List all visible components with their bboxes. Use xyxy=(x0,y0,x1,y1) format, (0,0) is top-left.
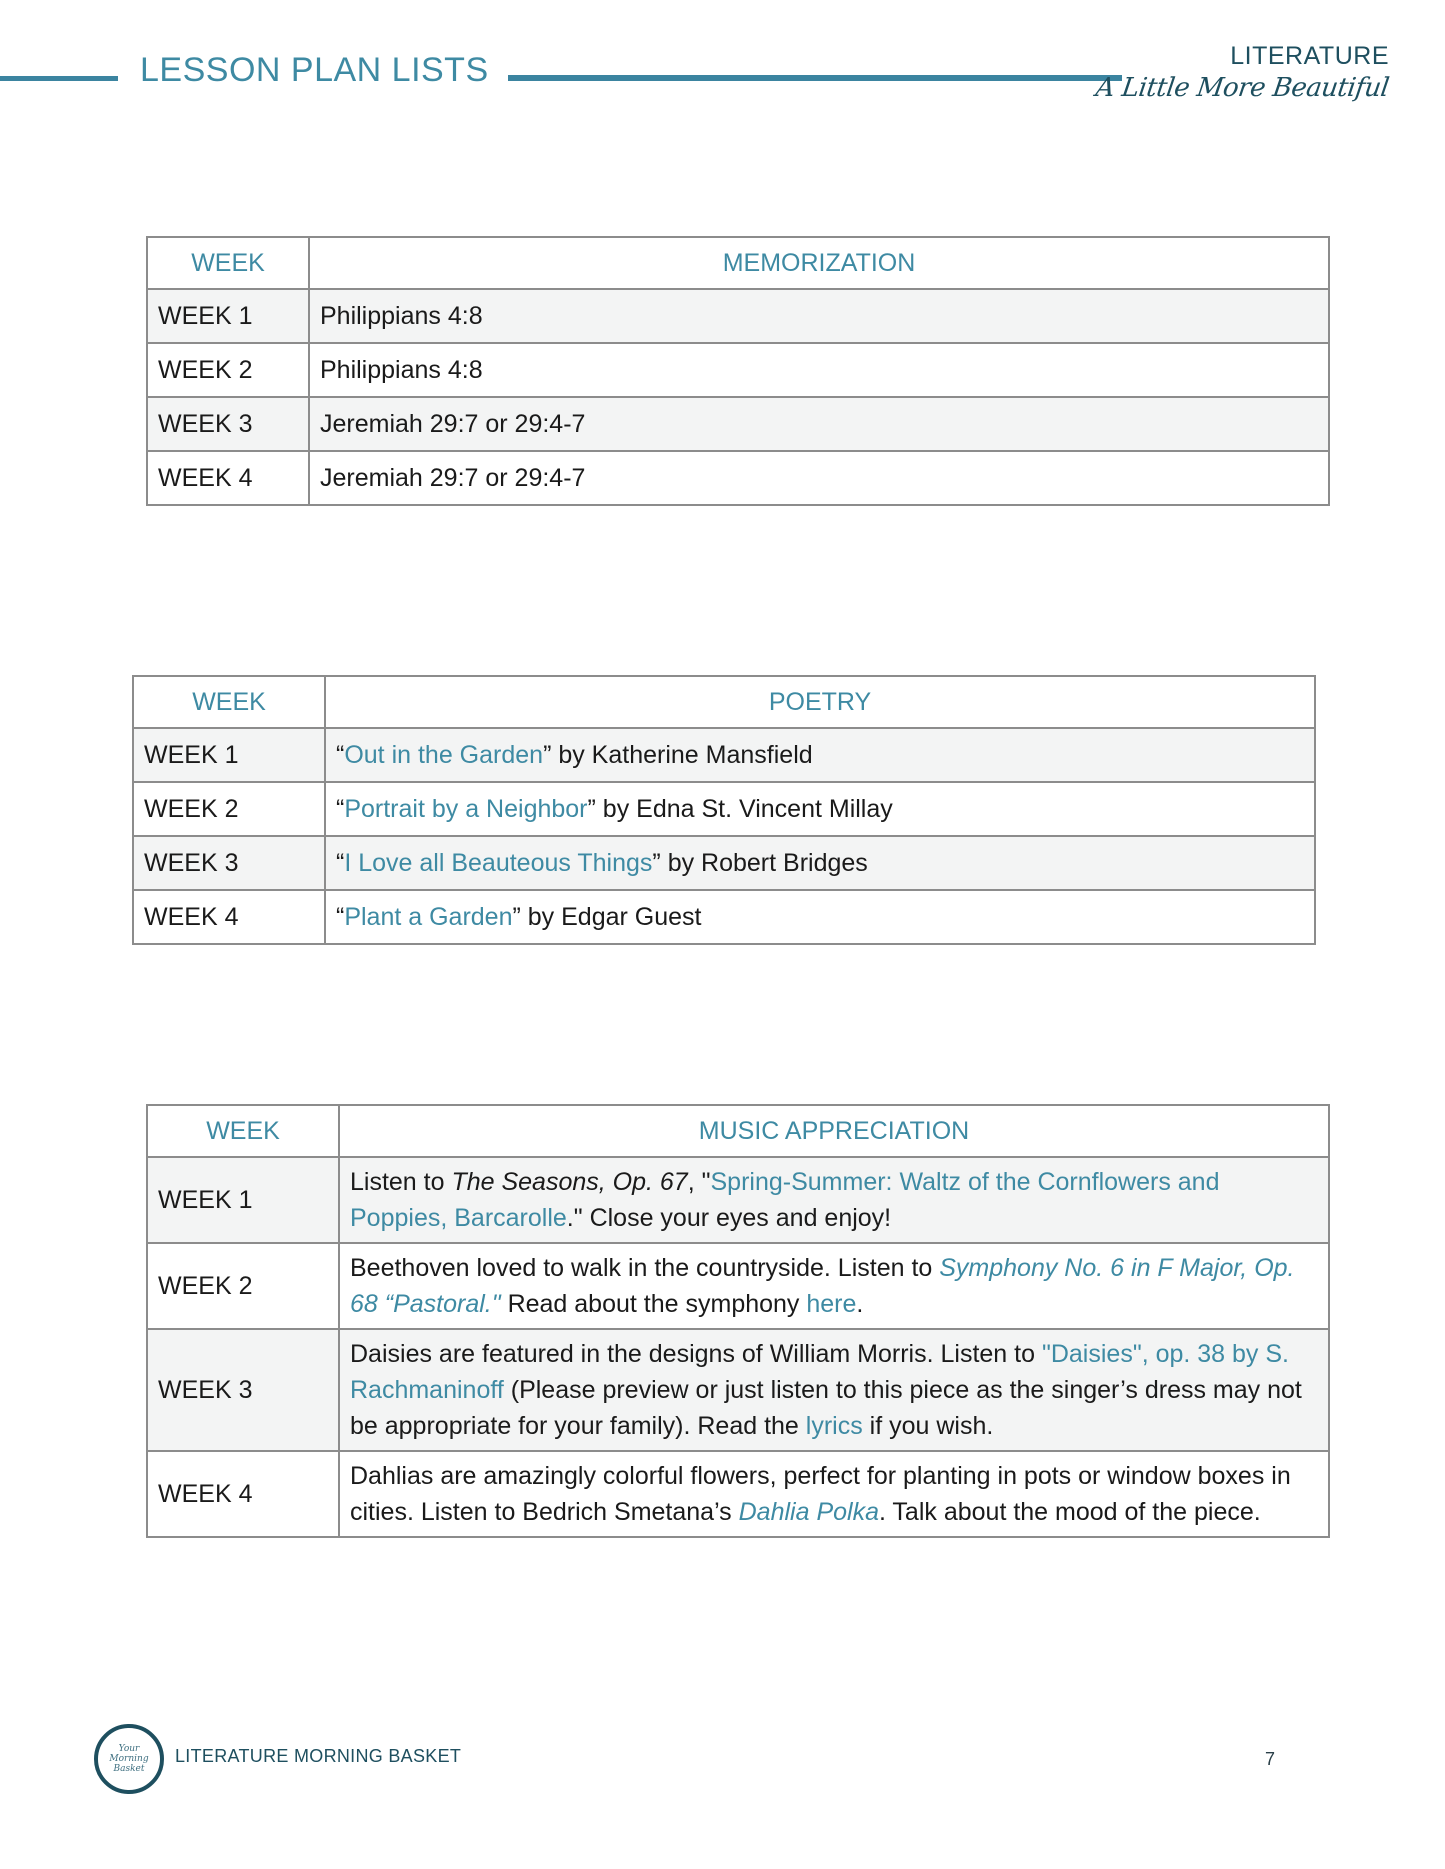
week-cell: WEEK 4 xyxy=(147,1451,339,1537)
week-cell: WEEK 2 xyxy=(147,1243,339,1329)
memorization-table xyxy=(146,236,1330,506)
music-cell xyxy=(339,1451,1329,1537)
column-header-week: WEEK xyxy=(133,676,325,728)
table-row xyxy=(133,890,1315,944)
page-title: LESSON PLAN LISTS xyxy=(140,51,489,89)
close-quote: ” xyxy=(543,740,552,769)
poem-link[interactable]: Portrait by a Neighbor xyxy=(344,794,588,823)
poetry-table xyxy=(132,675,1316,945)
week-cell: WEEK 2 xyxy=(133,782,325,836)
table-row xyxy=(133,836,1315,890)
open-quote: “ xyxy=(336,794,345,823)
table-header-row xyxy=(133,676,1315,728)
page-number: 7 xyxy=(1265,1749,1276,1769)
poem-byline: by Edgar Guest xyxy=(520,902,702,931)
week-cell: WEEK 3 xyxy=(147,397,309,451)
brand-block xyxy=(1094,42,1392,103)
week-cell: WEEK 3 xyxy=(147,1329,339,1451)
week-cell: WEEK 1 xyxy=(147,289,309,343)
lyrics-link[interactable]: lyrics xyxy=(805,1412,863,1440)
table-row xyxy=(147,1243,1329,1329)
music-cell xyxy=(339,1157,1329,1243)
footer-title: LITERATURE MORNING BASKET xyxy=(175,1746,462,1766)
text-span: (Please preview or just listen to this piece as the singer’s dress may not be appropriate for your family). Read the xyxy=(350,1376,1302,1440)
table-header-row xyxy=(147,1105,1329,1157)
poem-cell xyxy=(325,890,1315,944)
open-quote: “ xyxy=(336,902,345,931)
column-header-poetry: POETRY xyxy=(325,676,1315,728)
header-rule-left xyxy=(0,76,118,81)
text-span: , " xyxy=(687,1168,711,1196)
table-row xyxy=(147,1451,1329,1537)
morning-basket-logo xyxy=(94,1724,164,1794)
music-link[interactable]: Spring-Summer: Waltz of the Cornflowers and Poppies, Barcarolle xyxy=(350,1168,1220,1232)
logo-text: Your Morning Basket xyxy=(109,1744,149,1774)
header-rule-right xyxy=(508,75,1122,81)
poem-cell xyxy=(325,728,1315,782)
memorization-cell: Philippians 4:8 xyxy=(309,343,1329,397)
memorization-cell: Philippians 4:8 xyxy=(309,289,1329,343)
column-header-week: WEEK xyxy=(147,1105,339,1157)
table-row xyxy=(147,1157,1329,1243)
poem-link[interactable]: I Love all Beauteous Things xyxy=(344,848,653,877)
table-row xyxy=(147,343,1329,397)
close-quote: ” xyxy=(587,794,596,823)
text-span: ." Close your eyes and enjoy! xyxy=(566,1204,892,1232)
week-cell: WEEK 2 xyxy=(147,343,309,397)
music-cell xyxy=(339,1243,1329,1329)
column-header-memorization: MEMORIZATION xyxy=(309,237,1329,289)
text-span: Read about the symphony xyxy=(500,1290,807,1318)
poem-cell xyxy=(325,782,1315,836)
week-cell: WEEK 4 xyxy=(133,890,325,944)
table-row xyxy=(147,397,1329,451)
text-span: . xyxy=(856,1290,864,1318)
text-span: . Talk about the mood of the piece. xyxy=(878,1498,1261,1526)
poem-byline: by Edna St. Vincent Millay xyxy=(595,794,893,823)
week-cell: WEEK 1 xyxy=(147,1157,339,1243)
music-link[interactable]: Dahlia Polka xyxy=(738,1498,879,1526)
text-span: Dahlias are amazingly colorful flowers, perfect for planting in pots or window boxes in cities. Listen to Bedrich Smetana’s xyxy=(350,1462,1291,1526)
week-cell: WEEK 1 xyxy=(133,728,325,782)
table-row xyxy=(147,289,1329,343)
table-row xyxy=(133,728,1315,782)
column-header-music: MUSIC APPRECIATION xyxy=(339,1105,1329,1157)
poem-byline: by Robert Bridges xyxy=(660,848,868,877)
close-quote: ” xyxy=(512,902,521,931)
poem-cell xyxy=(325,836,1315,890)
text-span: Daisies are featured in the designs of William Morris. Listen to xyxy=(350,1340,1042,1368)
week-cell: WEEK 4 xyxy=(147,451,309,505)
open-quote: “ xyxy=(336,848,345,877)
music-link[interactable]: "Daisies", op. 38 by S. Rachmaninoff xyxy=(350,1340,1290,1404)
close-quote: ” xyxy=(652,848,661,877)
poem-link[interactable]: Out in the Garden xyxy=(344,740,544,769)
memorization-cell: Jeremiah 29:7 or 29:4-7 xyxy=(309,451,1329,505)
week-cell: WEEK 3 xyxy=(133,836,325,890)
read-more-link[interactable]: here xyxy=(806,1290,857,1318)
text-span: Beethoven loved to walk in the countryside. Listen to xyxy=(350,1254,940,1282)
table-row xyxy=(133,782,1315,836)
text-span: if you wish. xyxy=(862,1412,994,1440)
brand-subject: LITERATURE xyxy=(1230,42,1389,70)
table-row xyxy=(147,1329,1329,1451)
column-header-week: WEEK xyxy=(147,237,309,289)
open-quote: “ xyxy=(336,740,345,769)
text-span: Listen to xyxy=(350,1168,452,1196)
music-link[interactable]: Symphony No. 6 in F Major, Op. 68 “Pastoral." xyxy=(350,1254,1295,1318)
work-title: The Seasons, Op. 67 xyxy=(451,1168,688,1196)
memorization-cell: Jeremiah 29:7 or 29:4-7 xyxy=(309,397,1329,451)
poem-link[interactable]: Plant a Garden xyxy=(344,902,513,931)
music-appreciation-table xyxy=(146,1104,1330,1538)
table-row xyxy=(147,451,1329,505)
poem-byline: by Katherine Mansfield xyxy=(551,740,813,769)
music-cell xyxy=(339,1329,1329,1451)
table-header-row xyxy=(147,237,1329,289)
brand-tagline: A Little More Beautiful xyxy=(1094,73,1392,103)
